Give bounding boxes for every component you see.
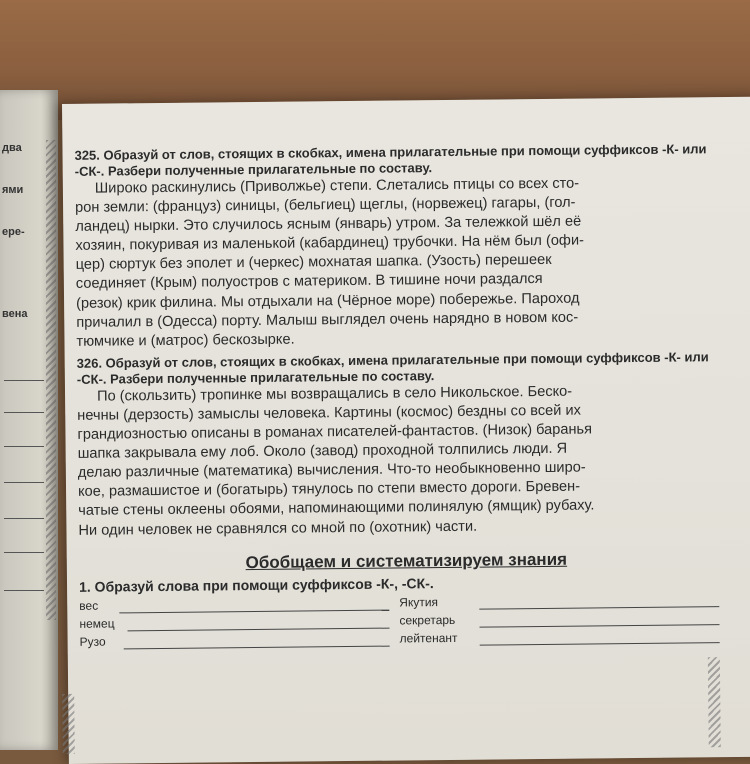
answer-line[interactable] bbox=[128, 627, 390, 631]
margin-decoration bbox=[62, 694, 75, 754]
text-line: Широко раскинулись (Приволжье) степи. Слетались птицы со всех сто- bbox=[94, 175, 580, 197]
text-line: (резок) крик филина. Мы отдыхали на (Чёрное море) побережье. Пароход bbox=[76, 290, 580, 312]
text-line: делаю различные (математика) вычисления. Что-то необыкновенно широ- bbox=[77, 459, 586, 482]
answer-line[interactable] bbox=[119, 609, 389, 613]
left-page-fragment: ями bbox=[2, 184, 24, 196]
text-line: соединяет (Крым) полуостров с материком. В тишине ночи раздался bbox=[75, 271, 543, 293]
text-line: нечны (дерзость) замыслы человека. Картины (космос) бездны со всей их bbox=[77, 402, 581, 424]
text-line: рон земли: (француз) синицы, (бельгиец) щеглы, (норвежец) гагары, (гол- bbox=[75, 194, 576, 216]
left-page-line bbox=[4, 380, 44, 381]
margin-decoration bbox=[708, 657, 721, 747]
answer-line[interactable] bbox=[479, 624, 719, 628]
left-page-line bbox=[4, 552, 44, 553]
left-page-fragment: вена bbox=[2, 308, 28, 320]
answer-line[interactable] bbox=[124, 645, 390, 649]
section-title: Обобщаем и систематизируем знания bbox=[245, 549, 568, 572]
textbook-page bbox=[62, 97, 750, 764]
word-right: лейтенант bbox=[399, 630, 458, 646]
left-page-line bbox=[4, 446, 44, 447]
text-line: шапка закрывала ему лоб. Около (завод) проходной толпились люди. Я bbox=[77, 440, 568, 462]
left-page-line bbox=[4, 590, 44, 591]
text-line: ландец) нырки. Это случилось ясным (январь) утром. За тележкой шёл её bbox=[75, 213, 582, 236]
left-page-fragment: ере- bbox=[2, 226, 25, 238]
left-page-line bbox=[4, 482, 44, 483]
text-line: чатые стены оклеены обоями, напоминающими полинялую (ямщик) рубаху. bbox=[78, 497, 595, 520]
text-line: цер) сюртук без эполет и (черкес) мохнатая шапка. (Узость) перешеек bbox=[75, 252, 552, 274]
page-content bbox=[74, 141, 734, 652]
task-326-heading: 326. Образуй от слов, стоящих в скобках, имена прилагательные при помощи суффиксов -К- или -СК-. Разбери полученные прилагательные по составу. bbox=[76, 349, 709, 387]
task-326-text bbox=[77, 381, 734, 541]
task-325-text bbox=[75, 173, 732, 352]
text-line: хозяин, покуривая из маленькой (кабардинец) трубочки. На нём был (офи- bbox=[75, 232, 584, 255]
text-line: По (скользить) тропинке мы возвращались в село Никольское. Беско- bbox=[96, 383, 573, 405]
task-325-heading: 325. Образуй от слов, стоящих в скобках, имена прилагательные при помощи суффиксов -К- или -СК-. Разбери полученные прилагательные по составу. bbox=[74, 141, 707, 179]
text-line: грандиозностью описаны в романах писателей-фантастов. (Низок) баранья bbox=[77, 421, 593, 443]
text-line: тюмчике и (матрос) бескозырке. bbox=[76, 331, 295, 350]
text-line: Ни один человек не сравнялся со мной по (охотник) части. bbox=[78, 518, 478, 539]
left-page-line bbox=[4, 412, 44, 413]
word-right: Якутия bbox=[399, 594, 439, 610]
word-left: Рузо bbox=[79, 634, 106, 649]
text-line: кое, размашистое и (богатырь) тянулось по степи вместо дороги. Бревен- bbox=[77, 478, 581, 501]
left-page-line bbox=[4, 518, 44, 519]
exercise-1-heading: 1. Образуй слова при помощи суффиксов -К-, -СК-. bbox=[78, 574, 434, 595]
word-left: вес bbox=[79, 598, 99, 613]
answer-line[interactable] bbox=[480, 642, 720, 646]
word-left: немец bbox=[79, 616, 115, 631]
text-line: причалил в (Одесса) порту. Малыш выглядел очень нарядно в новом кос- bbox=[76, 309, 579, 331]
spine-decoration bbox=[46, 140, 56, 620]
left-page-fragment: два bbox=[2, 142, 22, 154]
word-right: секретарь bbox=[399, 612, 456, 628]
answer-line[interactable] bbox=[479, 606, 719, 610]
